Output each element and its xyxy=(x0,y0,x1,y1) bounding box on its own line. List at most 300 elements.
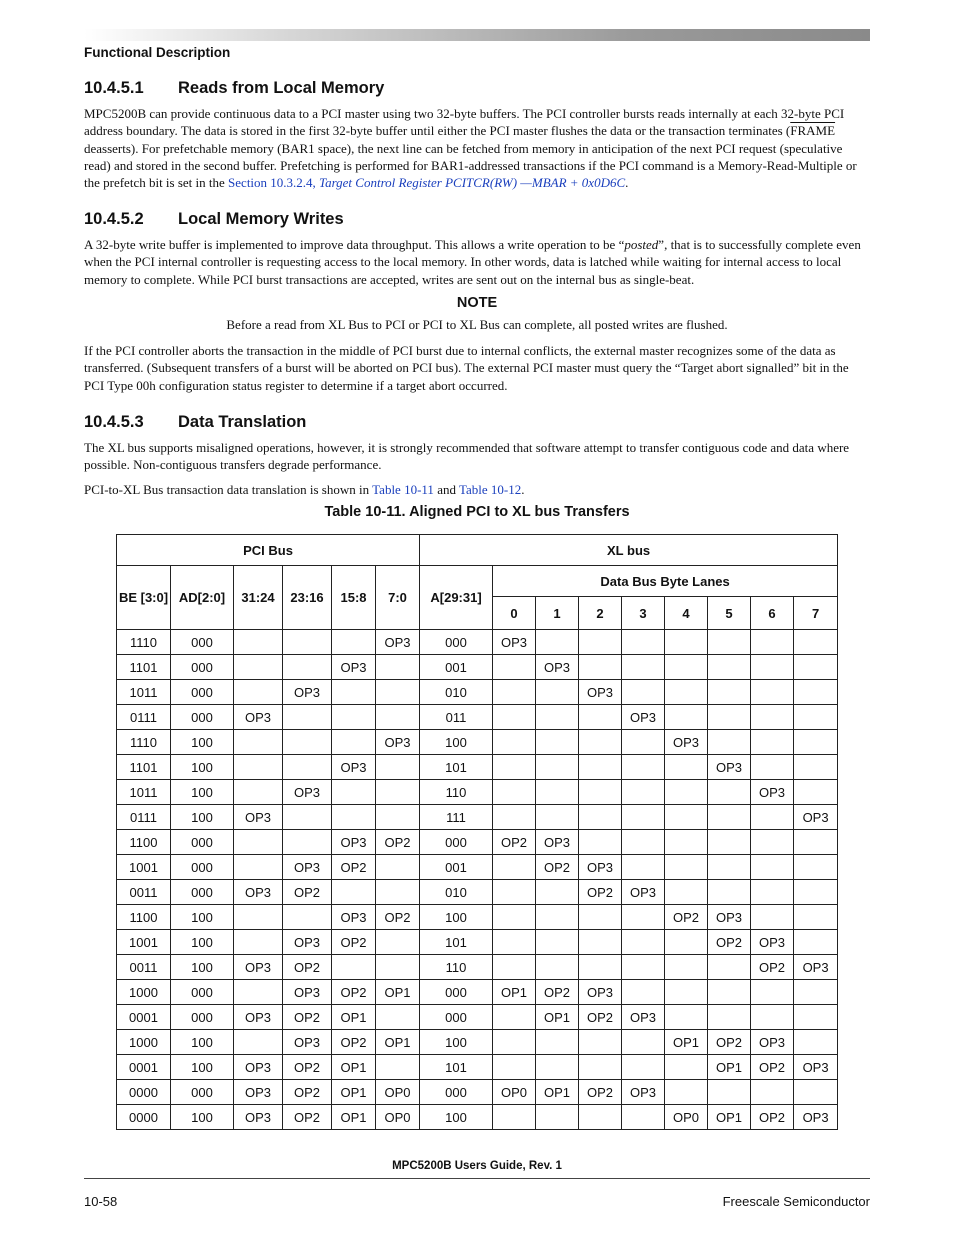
table-cell xyxy=(376,755,420,780)
table-cell: 011 xyxy=(420,705,493,730)
header-xl-bus: XL bus xyxy=(420,535,838,566)
table-cell: OP3 xyxy=(234,1055,283,1080)
table-row xyxy=(117,905,838,930)
table-cell xyxy=(622,1055,665,1080)
posted-term: posted xyxy=(624,237,659,252)
table-cell xyxy=(234,1030,283,1055)
table-cell xyxy=(536,755,579,780)
table-cell xyxy=(579,780,622,805)
table-cell xyxy=(376,705,420,730)
table-cell: 110 xyxy=(420,955,493,980)
table-cell xyxy=(794,880,838,905)
table-cell xyxy=(579,730,622,755)
paragraph-reads xyxy=(84,105,868,191)
table-cell: OP3 xyxy=(234,1080,283,1105)
table-cell: OP3 xyxy=(794,1055,838,1080)
table-cell: OP2 xyxy=(283,1055,332,1080)
table-cell xyxy=(234,655,283,680)
table-cell xyxy=(579,655,622,680)
table-cell xyxy=(708,880,751,905)
table-cell: 100 xyxy=(171,730,234,755)
table-cell: OP2 xyxy=(332,930,376,955)
table-cell: 000 xyxy=(171,980,234,1005)
table-cell xyxy=(234,730,283,755)
table-cell xyxy=(708,730,751,755)
table-cell xyxy=(794,780,838,805)
table-cell xyxy=(536,1105,579,1130)
table-cell xyxy=(376,655,420,680)
table-cell: OP3 xyxy=(234,1005,283,1030)
table-body xyxy=(117,630,838,1130)
table-cell xyxy=(283,630,332,655)
table-cell xyxy=(794,1005,838,1030)
section-heading-translation xyxy=(84,413,306,432)
section-number: 10.4.5.3 xyxy=(84,413,144,431)
table-cell: 000 xyxy=(171,830,234,855)
table-cell: OP2 xyxy=(751,1055,794,1080)
table-cell xyxy=(665,680,708,705)
table-cell xyxy=(579,755,622,780)
table-cell xyxy=(376,1055,420,1080)
table-cell xyxy=(332,805,376,830)
table-cell xyxy=(622,1105,665,1130)
table-cell: OP1 xyxy=(708,1055,751,1080)
table-cell xyxy=(665,1005,708,1030)
text-run: ”, that is to successfully complete even when the PCI internal controller is requesting access to the local memory. In other words, data is latched while waiting for internal access to local memory to complete. While PCI burst transactions are accepted, writes are sent out on the internal bus as single-beat. xyxy=(84,237,861,287)
table-cell xyxy=(622,830,665,855)
table-cell xyxy=(234,755,283,780)
table-cell: 000 xyxy=(420,1080,493,1105)
table-cell: OP2 xyxy=(283,880,332,905)
table-cell: OP3 xyxy=(283,1030,332,1055)
table-cell xyxy=(708,955,751,980)
table-cell: OP2 xyxy=(376,905,420,930)
table-cell xyxy=(579,905,622,930)
table-cell: OP2 xyxy=(332,1030,376,1055)
table-cell xyxy=(579,705,622,730)
table-cell: 1110 xyxy=(117,630,171,655)
table-cell: OP1 xyxy=(332,1055,376,1080)
table-row xyxy=(117,1005,838,1030)
table-cell: OP3 xyxy=(234,1105,283,1130)
header-pci-bus: PCI Bus xyxy=(117,535,420,566)
table-cell: 000 xyxy=(171,880,234,905)
table-cell: 1100 xyxy=(117,905,171,930)
table-cell xyxy=(283,830,332,855)
table-cell xyxy=(332,680,376,705)
table-cell xyxy=(579,1030,622,1055)
table-row xyxy=(117,880,838,905)
table-cell xyxy=(622,730,665,755)
table-cell: 1110 xyxy=(117,730,171,755)
table-cell: 000 xyxy=(171,705,234,730)
table-cell: OP2 xyxy=(579,1080,622,1105)
table-cell xyxy=(794,930,838,955)
table-row xyxy=(117,680,838,705)
table-cell xyxy=(751,755,794,780)
table-cell: 100 xyxy=(171,1055,234,1080)
table-cell xyxy=(493,730,536,755)
table-cell xyxy=(579,1055,622,1080)
table-cell: OP2 xyxy=(751,1105,794,1130)
table-cell: OP3 xyxy=(376,630,420,655)
table-cell: 1011 xyxy=(117,680,171,705)
table-cell: OP3 xyxy=(579,855,622,880)
table-cell xyxy=(234,855,283,880)
table-cell: OP2 xyxy=(536,980,579,1005)
table-cell: OP2 xyxy=(536,855,579,880)
table-cell: OP3 xyxy=(751,780,794,805)
table-cell: 0000 xyxy=(117,1080,171,1105)
table-cell: 101 xyxy=(420,1055,493,1080)
table-cell: 100 xyxy=(171,930,234,955)
paragraph-table-ref xyxy=(84,481,868,498)
table-cell xyxy=(708,705,751,730)
table-cell xyxy=(751,630,794,655)
table-cell: OP3 xyxy=(234,880,283,905)
table-cell: OP2 xyxy=(751,955,794,980)
table-cell xyxy=(794,980,838,1005)
table-cell xyxy=(665,805,708,830)
table-cell xyxy=(493,805,536,830)
table-cell: 100 xyxy=(171,805,234,830)
table-cell xyxy=(536,730,579,755)
table-row xyxy=(117,1055,838,1080)
table-cell xyxy=(283,655,332,680)
section-title: Local Memory Writes xyxy=(178,210,344,228)
table-cell xyxy=(493,755,536,780)
table-cell xyxy=(708,830,751,855)
table-cell: OP2 xyxy=(376,830,420,855)
table-cell: OP3 xyxy=(622,880,665,905)
table-cell xyxy=(665,705,708,730)
table-cell: 101 xyxy=(420,755,493,780)
text-run: A 32-byte write buffer is implemented to improve data throughput. This allows a write operation to be “ xyxy=(84,237,625,252)
table-cell xyxy=(708,680,751,705)
table-link-10-11[interactable]: Table 10-11 xyxy=(372,482,434,497)
table-row xyxy=(117,930,838,955)
table-cell: 100 xyxy=(420,1030,493,1055)
text-run: MPC5200B can provide continuous data to a PCI master using two 32-byte buffers. The PCI controller bursts reads internally at each 32-byte PCI address boundary. The data is stored in the first 32-byte buffer until either the PCI master flushes the data or the transaction terminates ( xyxy=(84,106,845,139)
note-text: Before a read from XL Bus to PCI or PCI to XL Bus can complete, all posted writes are flushed. xyxy=(226,317,728,332)
table-cell: OP1 xyxy=(332,1080,376,1105)
table-cell xyxy=(708,630,751,655)
table-cell xyxy=(579,630,622,655)
table-cell xyxy=(751,805,794,830)
table-cell xyxy=(536,680,579,705)
table-cell xyxy=(376,805,420,830)
table-cell xyxy=(332,630,376,655)
table-cell xyxy=(622,805,665,830)
table-cell xyxy=(493,1055,536,1080)
table-row xyxy=(117,980,838,1005)
table-cell: 100 xyxy=(171,1105,234,1130)
table-cell: 001 xyxy=(420,655,493,680)
lane-header: 3 xyxy=(622,597,665,630)
table-cell xyxy=(579,1105,622,1130)
table-cell xyxy=(234,780,283,805)
table-cell xyxy=(283,805,332,830)
lane-header: 0 xyxy=(493,597,536,630)
text-run: and xyxy=(433,482,459,497)
table-cell: 1000 xyxy=(117,980,171,1005)
header-byte-lanes: Data Bus Byte Lanes xyxy=(493,566,838,597)
table-cell: 110 xyxy=(420,780,493,805)
table-cell: 0001 xyxy=(117,1005,171,1030)
table-cell: OP2 xyxy=(708,1030,751,1055)
table-row xyxy=(117,1080,838,1105)
table-cell: 100 xyxy=(420,1105,493,1130)
table-cell: OP2 xyxy=(283,1105,332,1130)
table-cell: OP3 xyxy=(234,805,283,830)
table-cell: OP3 xyxy=(536,830,579,855)
section-number: 10.4.5.2 xyxy=(84,210,144,228)
section-title: Reads from Local Memory xyxy=(178,79,385,97)
lane-header: 5 xyxy=(708,597,751,630)
table-cell xyxy=(376,880,420,905)
lane-header: 6 xyxy=(751,597,794,630)
header-bar xyxy=(84,29,870,41)
table-cell xyxy=(536,630,579,655)
table-cell xyxy=(708,1080,751,1105)
lane-header: 7 xyxy=(794,597,838,630)
table-cell xyxy=(794,705,838,730)
table-row xyxy=(117,805,838,830)
table-row xyxy=(117,655,838,680)
header-15-8: 15:8 xyxy=(332,566,376,630)
table-cell: 0111 xyxy=(117,805,171,830)
text-run: . xyxy=(521,482,525,497)
table-cell xyxy=(665,955,708,980)
table-cell xyxy=(794,1080,838,1105)
table-cell xyxy=(708,655,751,680)
table-cell xyxy=(622,630,665,655)
table-cell: OP2 xyxy=(579,1005,622,1030)
table-cell: 100 xyxy=(171,1030,234,1055)
table-cell: OP3 xyxy=(332,755,376,780)
table-cell: OP2 xyxy=(579,880,622,905)
table-row xyxy=(117,705,838,730)
table-cell xyxy=(579,955,622,980)
table-cell xyxy=(493,905,536,930)
table-cell: 000 xyxy=(171,680,234,705)
table-cell xyxy=(665,880,708,905)
table-cell xyxy=(794,855,838,880)
text-run: . xyxy=(625,175,629,191)
header-31-24: 31:24 xyxy=(234,566,283,630)
table-cell xyxy=(751,880,794,905)
table-cell xyxy=(536,905,579,930)
table-cell: 1101 xyxy=(117,755,171,780)
table-cell: OP3 xyxy=(283,680,332,705)
lane-header: 2 xyxy=(579,597,622,630)
register-link[interactable]: Target Control Register PCITCR(RW) —MBAR + 0x0D6C xyxy=(319,175,626,191)
table-cell xyxy=(376,1005,420,1030)
table-cell: OP3 xyxy=(234,955,283,980)
table-cell: 101 xyxy=(420,930,493,955)
table-cell xyxy=(234,980,283,1005)
table-cell xyxy=(234,630,283,655)
table-cell xyxy=(665,980,708,1005)
table-cell xyxy=(376,780,420,805)
table-cell: OP2 xyxy=(665,905,708,930)
table-cell: 000 xyxy=(420,980,493,1005)
section-title: Data Translation xyxy=(178,413,307,431)
table-cell xyxy=(751,830,794,855)
table-cell xyxy=(794,630,838,655)
table-cell: 010 xyxy=(420,680,493,705)
table-cell: 1001 xyxy=(117,855,171,880)
table-cell xyxy=(622,680,665,705)
table-cell: 000 xyxy=(420,630,493,655)
table-cell: 100 xyxy=(171,905,234,930)
text-run: deasserts). For prefetchable memory (BAR1 space), the next line can be fetched from memory in anticipation of the next PCI request (speculative read) and stored in the second buffer. Prefetching is performed for BAR1-addressed transactions if the PCI command is a Memory-Read-Multiple or the prefetch bit is set in the xyxy=(84,140,857,191)
table-cell: OP3 xyxy=(794,955,838,980)
table-cell: OP3 xyxy=(493,630,536,655)
table-cell xyxy=(708,855,751,880)
table-cell: OP3 xyxy=(622,1005,665,1030)
table-cell: OP1 xyxy=(665,1030,708,1055)
table-cell xyxy=(493,780,536,805)
table-cell: OP1 xyxy=(536,1080,579,1105)
section-heading-writes xyxy=(84,210,344,229)
frame-signal: FRAME xyxy=(790,123,836,139)
table-row xyxy=(117,830,838,855)
table-row xyxy=(117,955,838,980)
table-cell xyxy=(579,930,622,955)
table-row xyxy=(117,730,838,755)
table-cell xyxy=(536,930,579,955)
table-cell: OP3 xyxy=(332,830,376,855)
table-cell: 000 xyxy=(171,630,234,655)
table-cell: OP2 xyxy=(283,1080,332,1105)
transfers-table xyxy=(116,534,838,1130)
table-cell xyxy=(376,930,420,955)
table-cell xyxy=(536,880,579,905)
table-cell xyxy=(622,1030,665,1055)
table-cell: OP0 xyxy=(493,1080,536,1105)
table-cell xyxy=(665,630,708,655)
table-cell: OP3 xyxy=(332,655,376,680)
table-cell: OP3 xyxy=(283,780,332,805)
table-cell: 010 xyxy=(420,880,493,905)
footer-company: Freescale Semiconductor xyxy=(722,1194,870,1209)
section-heading-reads xyxy=(84,79,384,98)
table-cell xyxy=(579,805,622,830)
table-cell: 1011 xyxy=(117,780,171,805)
footer-title: MPC5200B Users Guide, Rev. 1 xyxy=(392,1160,562,1172)
table-cell xyxy=(332,955,376,980)
table-cell: OP2 xyxy=(493,830,536,855)
table-cell: OP3 xyxy=(332,905,376,930)
table-cell xyxy=(751,655,794,680)
table-cell xyxy=(622,780,665,805)
table-cell xyxy=(751,855,794,880)
header-ad: AD[2:0] xyxy=(171,566,234,630)
table-cell: 0011 xyxy=(117,955,171,980)
table-row xyxy=(117,630,838,655)
table-cell xyxy=(536,1055,579,1080)
table-cell xyxy=(622,955,665,980)
table-cell: 1000 xyxy=(117,1030,171,1055)
text-run: PCI-to-XL Bus transaction data translation is shown in xyxy=(84,482,373,497)
table-cell: 0001 xyxy=(117,1055,171,1080)
table-cell: OP1 xyxy=(493,980,536,1005)
table-cell xyxy=(332,880,376,905)
header-a-29-31: A[29:31] xyxy=(420,566,493,630)
table-cell xyxy=(751,705,794,730)
section-link[interactable]: Section 10.3.2.4, xyxy=(228,175,320,191)
table-cell: OP3 xyxy=(579,680,622,705)
table-cell xyxy=(234,930,283,955)
table-cell xyxy=(579,830,622,855)
table-cell: 100 xyxy=(171,780,234,805)
table-cell xyxy=(794,680,838,705)
table-cell: OP3 xyxy=(751,1030,794,1055)
table-cell: 100 xyxy=(420,905,493,930)
table-cell xyxy=(493,930,536,955)
table-cell: OP3 xyxy=(622,1080,665,1105)
table-cell xyxy=(751,1080,794,1105)
table-cell: OP3 xyxy=(283,930,332,955)
table-cell: 1100 xyxy=(117,830,171,855)
table-cell: 100 xyxy=(171,755,234,780)
table-cell xyxy=(493,1005,536,1030)
table-cell xyxy=(283,755,332,780)
table-cell xyxy=(794,755,838,780)
table-cell: OP0 xyxy=(376,1080,420,1105)
table-cell xyxy=(794,830,838,855)
table-cell xyxy=(376,680,420,705)
table-cell: 0111 xyxy=(117,705,171,730)
table-cell xyxy=(536,1030,579,1055)
table-cell: OP0 xyxy=(376,1105,420,1130)
table-cell: 000 xyxy=(171,1005,234,1030)
table-cell xyxy=(493,705,536,730)
footer-rule xyxy=(84,1178,870,1179)
table-cell: OP1 xyxy=(332,1105,376,1130)
table-cell xyxy=(708,980,751,1005)
header-23-16: 23:16 xyxy=(283,566,332,630)
table-link-10-12[interactable]: Table 10-12 xyxy=(458,482,522,497)
table-row xyxy=(117,855,838,880)
paragraph-translation: The XL bus supports misaligned operations, however, it is strongly recommended that software attempt to transfer contiguous code and data where possible. Non-contiguous transfers degrade performance. xyxy=(84,440,850,473)
table-cell: OP1 xyxy=(708,1105,751,1130)
table-cell xyxy=(665,1055,708,1080)
lane-header: 4 xyxy=(665,597,708,630)
table-cell xyxy=(493,1030,536,1055)
table-cell: 001 xyxy=(420,855,493,880)
table-cell: OP1 xyxy=(376,1030,420,1055)
table-cell: 100 xyxy=(420,730,493,755)
table-cell xyxy=(622,980,665,1005)
table-cell: OP3 xyxy=(622,705,665,730)
table-cell: 000 xyxy=(171,655,234,680)
table-caption: Table 10-11. Aligned PCI to XL bus Transfers xyxy=(324,504,630,520)
table-row xyxy=(117,1105,838,1130)
table-cell xyxy=(493,955,536,980)
table-cell xyxy=(665,930,708,955)
table-cell xyxy=(536,705,579,730)
lane-header: 1 xyxy=(536,597,579,630)
table-cell: 0011 xyxy=(117,880,171,905)
table-cell: 000 xyxy=(171,1080,234,1105)
table-cell: OP1 xyxy=(536,1005,579,1030)
table-cell: OP3 xyxy=(579,980,622,1005)
note-title: NOTE xyxy=(456,295,498,311)
table-cell xyxy=(622,755,665,780)
table-cell xyxy=(708,780,751,805)
